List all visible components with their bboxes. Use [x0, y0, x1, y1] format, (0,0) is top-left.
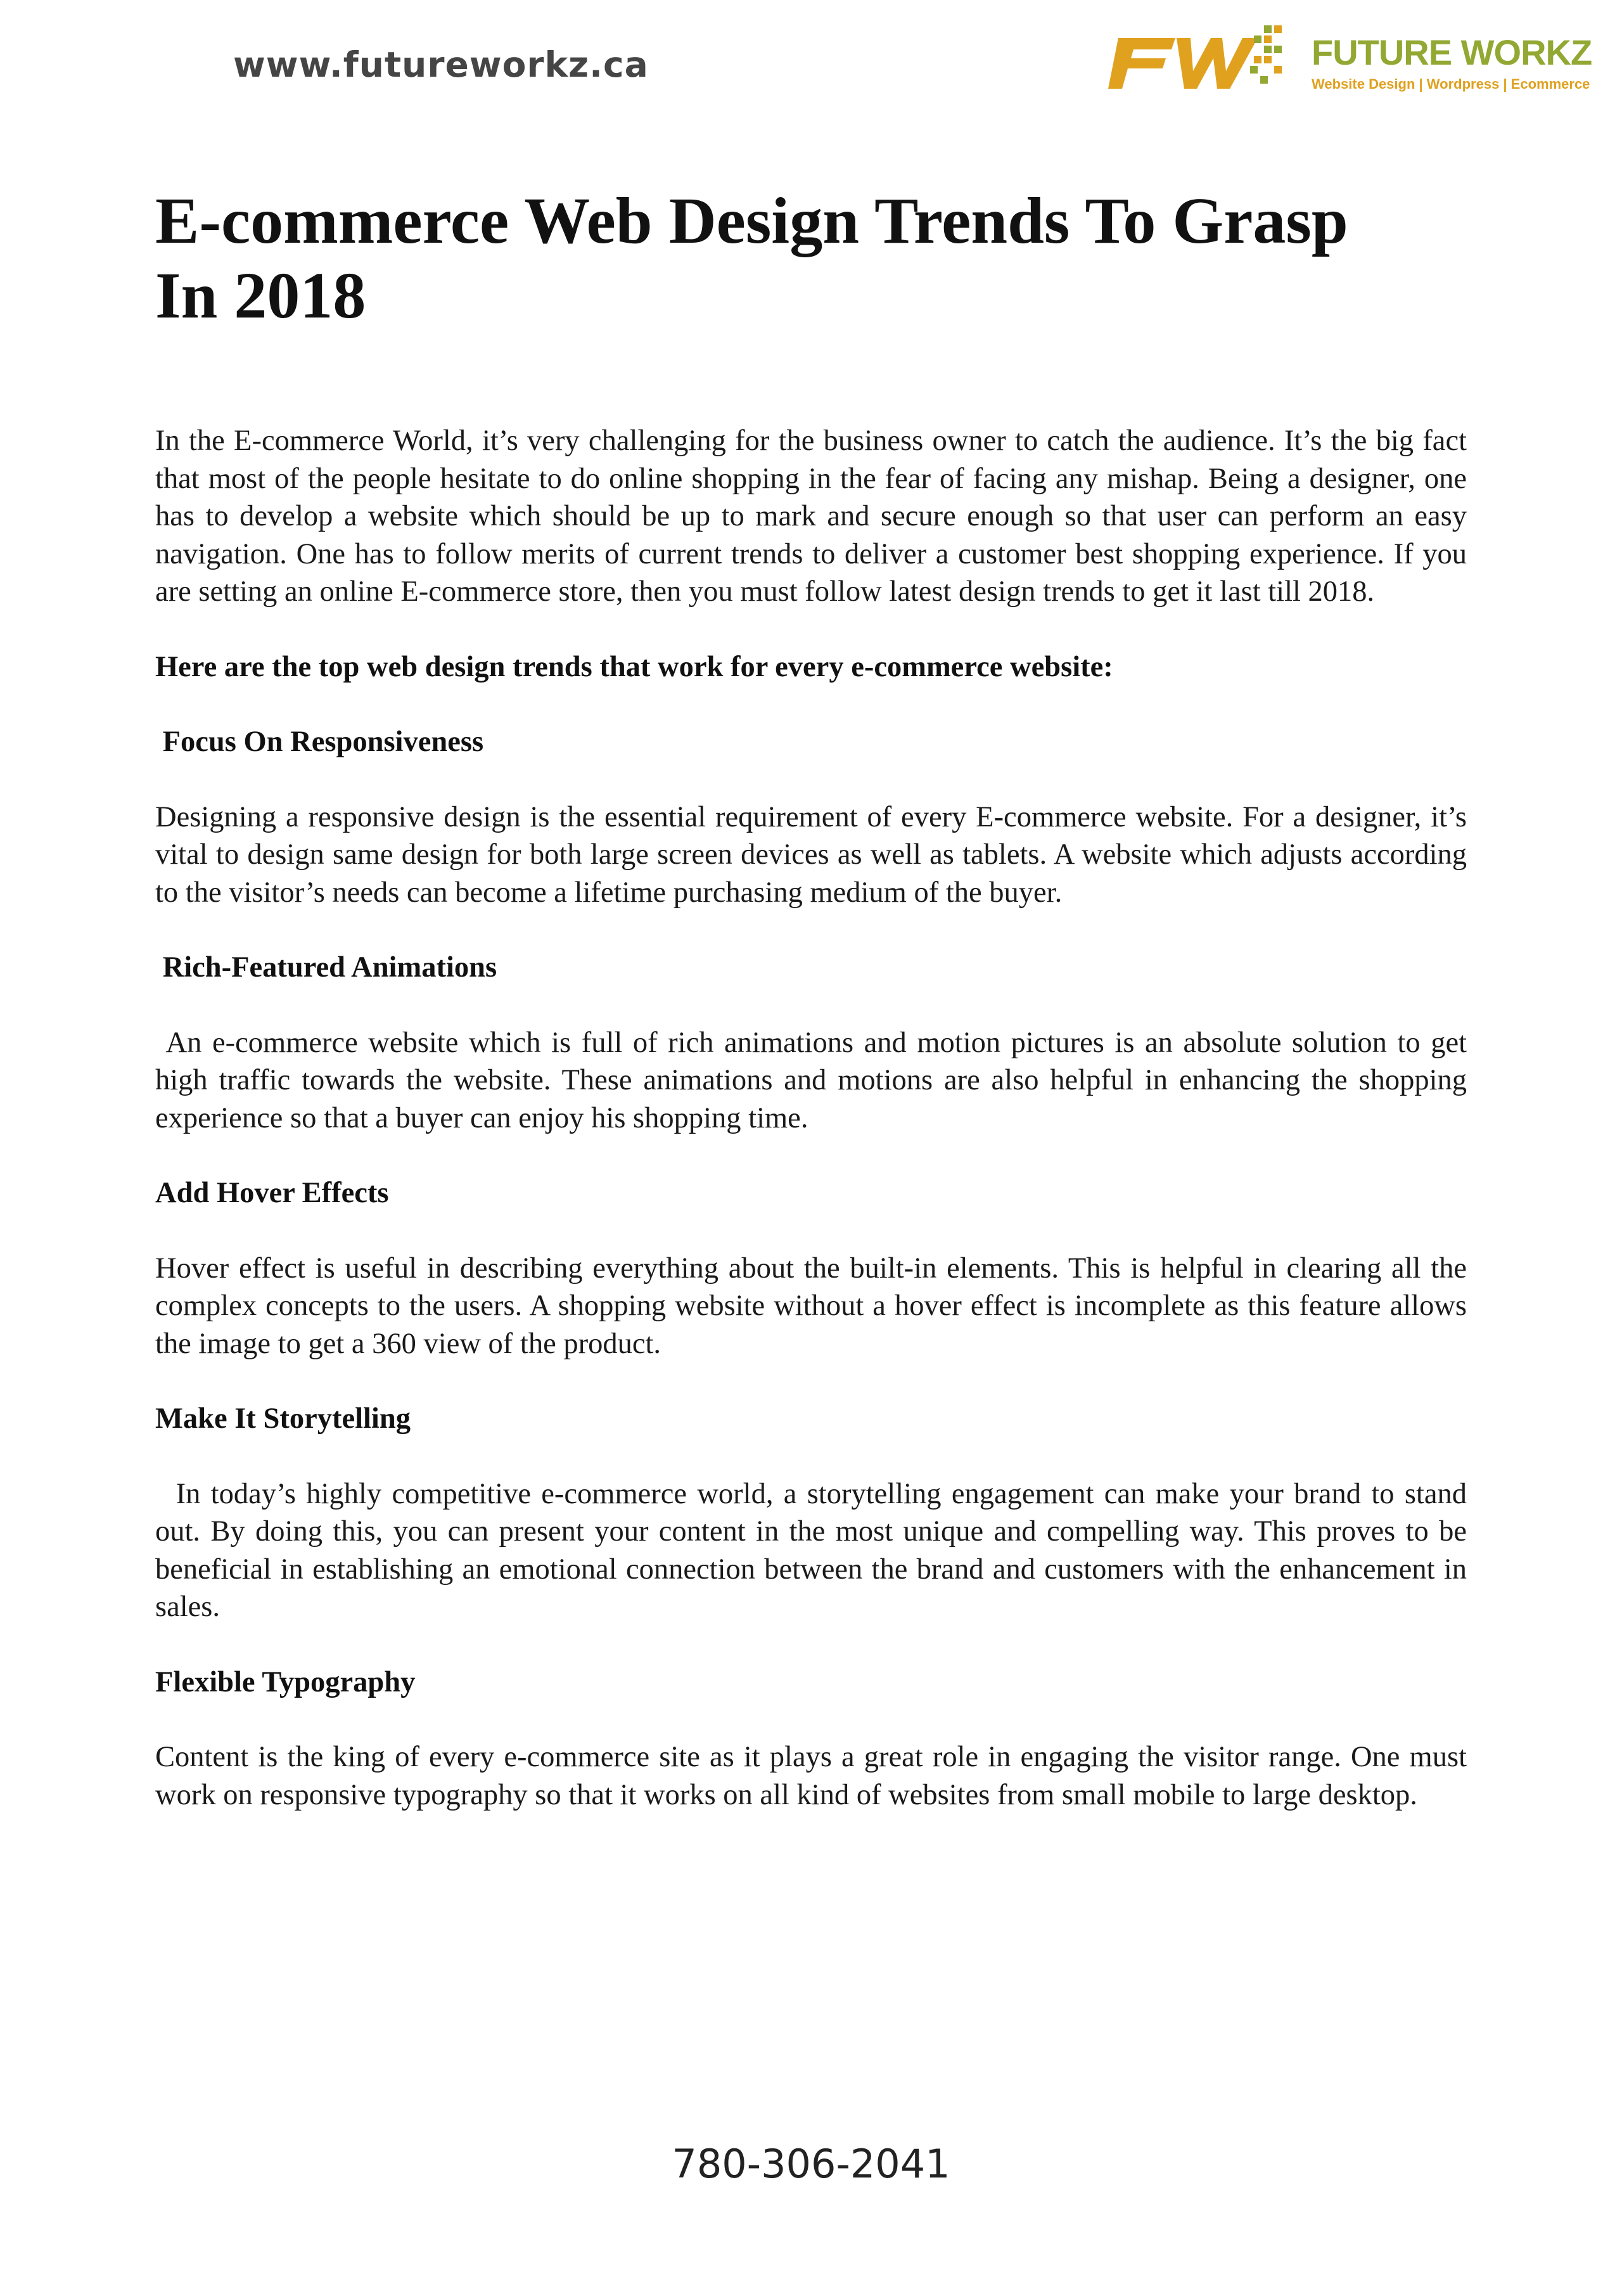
section-heading-responsiveness: Focus On Responsiveness: [155, 726, 484, 758]
intro-paragraph: In the E-commerce World, it’s very challenging for the business owner to catch the audience. It’s the big fact that most of the people hesitate to do online shopping in the fear of facing any mishap. Being a designer, one has to develop a website which should be up to mark and secure enough so that user can perform an easy navigation. One has to follow merits of current trends to deliver a customer best shopping experience. If you are setting an online E-commerce store, then you must follow latest design trends to get it last till 2018.: [155, 425, 1467, 608]
section-body-animations: An e-commerce website which is full of rich animations and motion pictures is an absolute solution to get high traffic towards the website. These animations and motions are also helpful in enhancing the shopping experience so that a buyer can enjoy his shopping time.: [155, 1026, 1474, 1134]
section-body-responsiveness: Designing a responsive design is the essential requirement of every E-commerce website. For a designer, it’s vital to design same design for both large screen devices as well as tablets. A website which adjusts according to the visitor’s needs can become a lifetime purchasing medium of the buyer.: [155, 800, 1467, 909]
site-url[interactable]: www.futureworkz.ca: [233, 44, 649, 85]
logo-title: FUTURE WORKZ: [1312, 32, 1592, 72]
lead-heading: Here are the top web design trends that work for every e-commerce website:: [155, 650, 1113, 683]
section-body-hover-effects: Hover effect is useful in describing everything about the built-in elements. This is helpful in clearing all the complex concepts to the users. A shopping website without a hover effect is incomplete as this feature allows the image to get a 360 view of the product.: [155, 1252, 1467, 1360]
document-title: E-commerce Web Design Trends To Grasp In 2018: [155, 184, 1348, 332]
section-heading-typography: Flexible Typography: [155, 1665, 416, 1698]
footer-phone[interactable]: 780-306-2041: [672, 2141, 950, 2187]
section-body-typography: Content is the king of every e-commerce site as it plays a great role in engaging the visitor range. One must work on responsive typography so that it works on all kind of websites from small mobile to large desktop.: [155, 1741, 1467, 1811]
document-body: [155, 184, 1474, 1851]
section-heading-storytelling: Make It Storytelling: [155, 1402, 411, 1435]
future-workz-logo: [1106, 19, 1612, 98]
section-heading-animations: Rich-Featured Animations: [155, 951, 497, 984]
fw-logo-mark-icon: [1106, 19, 1308, 98]
section-body-storytelling: In today’s highly competitive e-commerce world, a storytelling engagement can make your brand to stand out. By doing this, you can present your content in the most unique and compelling way. This proves to be beneficial in establishing an emotional connection between the brand and customers with the enhancement in sales.: [155, 1477, 1474, 1623]
logo-tagline: Website Design | Wordpress | Ecommerce: [1312, 76, 1590, 92]
section-heading-hover-effects: Add Hover Effects: [155, 1177, 389, 1209]
